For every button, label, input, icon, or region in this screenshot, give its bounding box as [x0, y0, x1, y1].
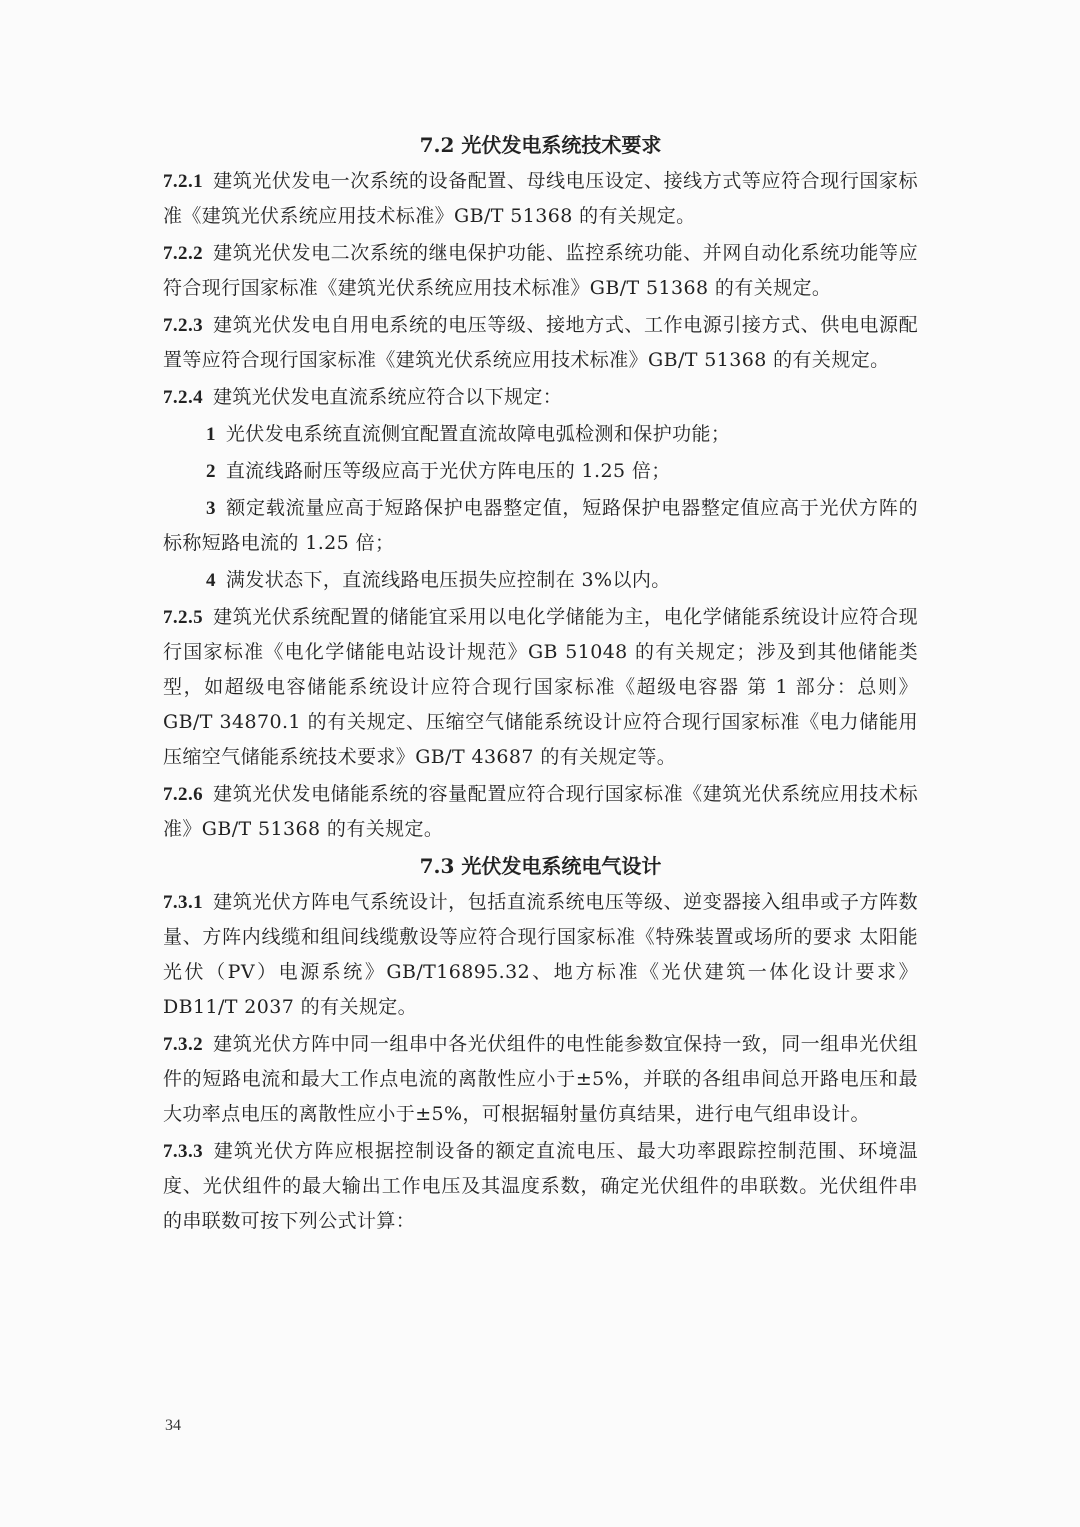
- clause-text: 建筑光伏系统配置的储能宜采用以电化学储能为主，电化学储能系统设计应符合现行国家标准《电化学储能电站设计规范》GB 51048 的有关规定；涉及到其他储能类型，如超级电容储能系统设计应符合现行国家标准《超级电容器 第 1 部分：总则》GB/T 34870.1 的有关规定、压缩空气储能系统设计应符合现行国家标准《电力储能用压缩空气储能系统技术要求》GB/T 43687 的有关规定等。: [163, 606, 918, 768]
- clause-number: 7.2.6: [163, 784, 203, 805]
- clause-7-3-3: [163, 1134, 918, 1239]
- clause-number: 7.2.5: [163, 607, 203, 628]
- item-text: 直流线路耐压等级应高于光伏方阵电压的 1.25 倍；: [225, 460, 671, 482]
- clause-number: 7.3.2: [163, 1034, 203, 1055]
- clause-7-2-5: [163, 600, 918, 775]
- clause-7-2-2: [163, 236, 918, 306]
- clause-text: 建筑光伏发电二次系统的继电保护功能、监控系统功能、并网自动化系统功能等应符合现行国家标准《建筑光伏系统应用技术标准》GB/T 51368 的有关规定。: [163, 242, 918, 299]
- item-number: 4: [206, 570, 216, 591]
- clause-number: 7.3.3: [163, 1141, 203, 1162]
- clause-7-3-2: [163, 1027, 918, 1132]
- clause-7-2-6: [163, 777, 918, 847]
- list-item: [163, 454, 918, 489]
- list-item: [163, 563, 918, 598]
- clause-number: 7.2.2: [163, 243, 203, 264]
- item-text: 光伏发电系统直流侧宜配置直流故障电弧检测和保护功能；: [225, 423, 731, 445]
- clause-7-2-3: [163, 308, 918, 378]
- item-number: 3: [206, 498, 216, 519]
- clause-text: 建筑光伏方阵电气系统设计，包括直流系统电压等级、逆变器接入组串或子方阵数量、方阵内线缆和组间线缆敷设等应符合现行国家标准《特殊装置或场所的要求 太阳能光伏（PV）电源系统》GB/T16895.32、地方标准《光伏建筑一体化设计要求》DB11/T 2037 的有关规定。: [163, 891, 918, 1018]
- item-number: 2: [206, 461, 216, 482]
- clause-number: 7.2.4: [163, 387, 203, 408]
- section-heading-7-2: 7.2 光伏发电系统技术要求: [419, 133, 662, 157]
- item-text: 满发状态下，直流线路电压损失应控制在 3%以内。: [225, 569, 671, 591]
- item-text: 额定载流量应高于短路保护电器整定值，短路保护电器整定值应高于光伏方阵的标称短路电流的 1.25 倍；: [163, 497, 918, 554]
- clause-text: 建筑光伏发电一次系统的设备配置、母线电压设定、接线方式等应符合现行国家标准《建筑光伏系统应用技术标准》GB/T 51368 的有关规定。: [163, 170, 918, 227]
- item-number: 1: [206, 424, 216, 445]
- section-heading-7-3: 7.3 光伏发电系统电气设计: [419, 854, 662, 878]
- clause-number: 7.2.3: [163, 315, 203, 336]
- clause-text: 建筑光伏方阵中同一组串中各光伏组件的电性能参数宜保持一致，同一组串光伏组件的短路电流和最大工作点电流的离散性应小于±5%，并联的各组串间总开路电压和最大功率点电压的离散性应小于±5%，可根据辐射量仿真结果，进行电气组串设计。: [163, 1033, 918, 1125]
- clause-number: 7.3.1: [163, 892, 203, 913]
- clause-number: 7.2.1: [163, 171, 203, 192]
- clause-7-2-4: [163, 380, 918, 415]
- page-number: 34: [165, 1417, 181, 1434]
- list-item: [163, 491, 918, 561]
- clause-7-2-1: [163, 164, 918, 234]
- clause-text: 建筑光伏方阵应根据控制设备的额定直流电压、最大功率跟踪控制范围、环境温度、光伏组件的最大输出工作电压及其温度系数，确定光伏组件的串联数。光伏组件串的串联数可按下列公式计算：: [163, 1140, 918, 1232]
- page-content: [163, 128, 918, 1241]
- clause-text: 建筑光伏发电自用电系统的电压等级、接地方式、工作电源引接方式、供电电源配置等应符合现行国家标准《建筑光伏系统应用技术标准》GB/T 51368 的有关规定。: [163, 314, 918, 371]
- list-item: [163, 417, 918, 452]
- clause-text: 建筑光伏发电储能系统的容量配置应符合现行国家标准《建筑光伏系统应用技术标准》GB/T 51368 的有关规定。: [163, 783, 918, 840]
- clause-7-3-1: [163, 885, 918, 1025]
- clause-text: 建筑光伏发电直流系统应符合以下规定：: [213, 386, 563, 408]
